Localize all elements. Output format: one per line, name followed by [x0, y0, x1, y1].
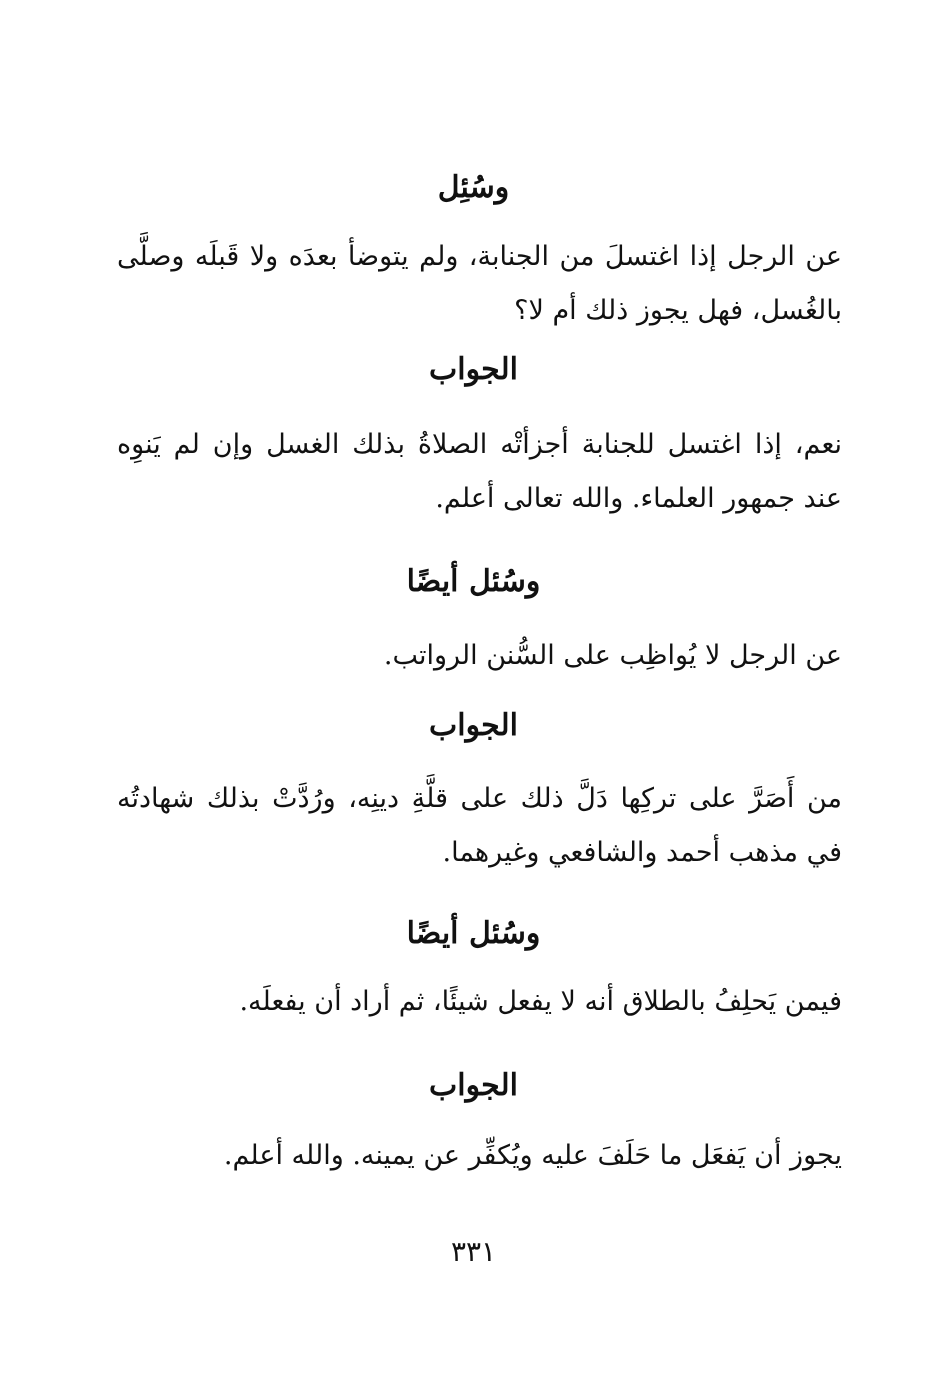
question-text-3: فيمن يَحلِفُ بالطلاق أنه لا يفعل شيئًا، ثم أراد أن يفعلَه. — [239, 986, 842, 1017]
page-number: ٣٣١ — [450, 1235, 497, 1268]
answer-text-2: من أَصَرَّ على تركِها دَلَّ ذلك على قلَّةِ دينِه، ورُدَّتْ بذلك شهادتُه في مذهب أحمد والشافعي وغيرهما. — [117, 783, 842, 868]
answer-heading-1: الجواب — [429, 352, 518, 387]
question-text-2: عن الرجل لا يُواظِب على السُّنن الرواتب. — [383, 640, 842, 671]
answer-text-3: يجوز أن يَفعَل ما حَلَفَ عليه ويُكفِّر عن يمينه. والله أعلم. — [223, 1140, 842, 1171]
answer-heading-3: الجواب — [429, 1068, 518, 1103]
answer-text-1: نعم، إذا اغتسل للجنابة أجزأتْه الصلاةُ بذلك الغسل وإن لم يَنوِه عند جمهور العلماء. والله تعالى أعلم. — [117, 429, 842, 514]
question-heading-3: وسُئل أيضًا — [406, 916, 541, 951]
answer-heading-2: الجواب — [429, 708, 518, 743]
question-text-1: عن الرجل إذا اغتسلَ من الجنابة، ولم يتوضأ بعدَه ولا قَبلَه وصلَّى بالغُسل، فهل يجوز ذلك أم لا؟ — [117, 241, 842, 326]
question-heading-2: وسُئل أيضًا — [406, 564, 541, 599]
question-heading-1: وسُئِل — [437, 170, 510, 205]
